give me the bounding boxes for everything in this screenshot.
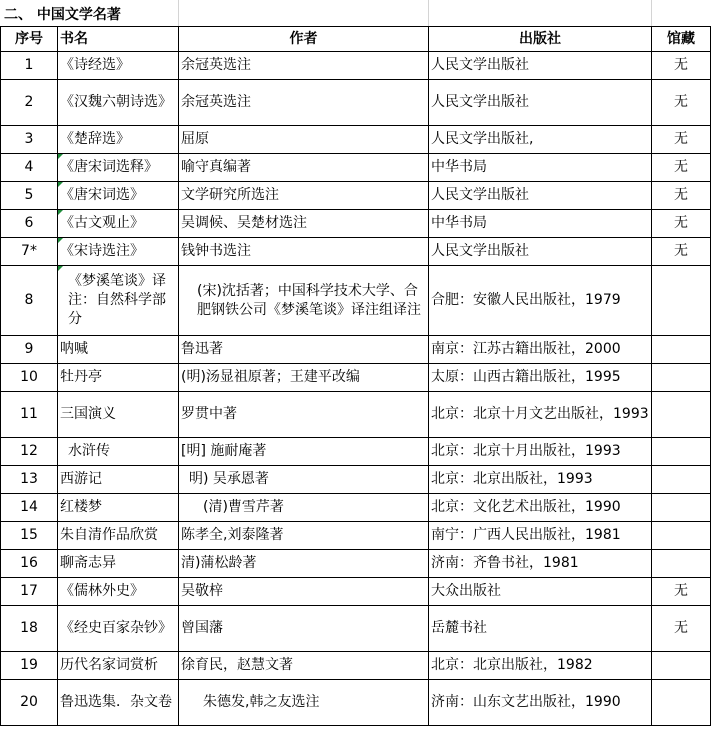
cell-holding[interactable]: 无 (652, 80, 711, 126)
cell-publisher[interactable]: 北京：北京出版社，1993 (429, 466, 652, 494)
table-row (1, 438, 711, 466)
cell-title[interactable]: 《唐宋词选释》 (58, 154, 179, 182)
cell-title[interactable]: 牡丹亭 (58, 364, 179, 392)
cell-author[interactable]: 屈原 (179, 126, 429, 154)
table-row (1, 494, 711, 522)
cell-no[interactable]: 14 (1, 494, 58, 522)
cell-publisher[interactable]: 人民文学出版社 (429, 80, 652, 126)
table-row (1, 364, 711, 392)
cell-title[interactable]: 《诗经选》 (58, 52, 179, 80)
header-row (1, 27, 711, 52)
table-row (1, 652, 711, 680)
cell-no[interactable]: 20 (1, 680, 58, 726)
cell-author[interactable]: (宋)沈括著；中国科学技术大学、合肥钢铁公司《梦溪笔谈》译注组译注 (179, 266, 429, 336)
table-row (1, 466, 711, 494)
cell-holding[interactable] (652, 466, 711, 494)
cell-author[interactable]: 鲁迅著 (179, 336, 429, 364)
cell-title[interactable]: 聊斋志异 (58, 550, 179, 578)
cell-holding[interactable]: 无 (652, 238, 711, 266)
cell-author[interactable]: 朱德发,韩之友选注 (179, 680, 429, 726)
cell-no[interactable]: 13 (1, 466, 58, 494)
cell-no[interactable]: 1 (1, 52, 58, 80)
cell-title[interactable]: 《儒林外史》 (58, 578, 179, 606)
cell-author[interactable]: 明) 吴承恩著 (179, 466, 429, 494)
gridline (651, 0, 652, 26)
cell-title[interactable]: 朱自清作品欣赏 (58, 522, 179, 550)
cell-no[interactable]: 9 (1, 336, 58, 364)
cell-publisher[interactable]: 太原：山西古籍出版社，1995 (429, 364, 652, 392)
cell-no[interactable]: 12 (1, 438, 58, 466)
cell-title[interactable]: 《宋诗选注》 (58, 238, 179, 266)
cell-author[interactable]: 罗贯中著 (179, 392, 429, 438)
cell-holding[interactable] (652, 438, 711, 466)
cell-publisher[interactable]: 人民文学出版社 (429, 182, 652, 210)
table-row (1, 578, 711, 606)
cell-author[interactable]: 钱钟书选注 (179, 238, 429, 266)
header-publisher[interactable]: 出版社 (429, 27, 652, 52)
cell-title[interactable]: 《梦溪笔谈》译注：自然科学部分 (58, 266, 179, 336)
cell-title[interactable]: 《楚辞选》 (58, 126, 179, 154)
cell-publisher[interactable]: 济南：齐鲁书社，1981 (429, 550, 652, 578)
table-row (1, 550, 711, 578)
table-row (1, 126, 711, 154)
cell-title[interactable]: 红楼梦 (58, 494, 179, 522)
table-row (1, 606, 711, 652)
cell-publisher[interactable]: 北京：北京出版社，1982 (429, 652, 652, 680)
cell-no[interactable]: 8 (1, 266, 58, 336)
cell-publisher[interactable]: 中华书局 (429, 210, 652, 238)
cell-publisher[interactable]: 人民文学出版社 (429, 238, 652, 266)
cell-author[interactable]: 喻守真编著 (179, 154, 429, 182)
cell-holding[interactable] (652, 550, 711, 578)
cell-holding[interactable] (652, 652, 711, 680)
cell-author[interactable]: (清)曹雪芹著 (179, 494, 429, 522)
cell-no[interactable]: 18 (1, 606, 58, 652)
cell-publisher[interactable]: 人民文学出版社, (429, 126, 652, 154)
cell-publisher[interactable]: 北京：北京十月出版社，1993 (429, 438, 652, 466)
cell-no[interactable]: 10 (1, 364, 58, 392)
table-row (1, 210, 711, 238)
cell-title[interactable]: 鲁迅选集．杂文卷 (58, 680, 179, 726)
table-row (1, 680, 711, 726)
cell-holding[interactable]: 无 (652, 126, 711, 154)
cell-publisher[interactable]: 北京：北京十月文艺出版社，1993 (429, 392, 652, 438)
cell-holding[interactable]: 无 (652, 578, 711, 606)
cell-author[interactable]: (明)汤显祖原著；王建平改编 (179, 364, 429, 392)
table-row (1, 52, 711, 80)
cell-title[interactable]: 历代名家词赏析 (58, 652, 179, 680)
cell-no[interactable]: 19 (1, 652, 58, 680)
cell-author[interactable]: 陈孝全,刘泰隆著 (179, 522, 429, 550)
cell-holding[interactable] (652, 522, 711, 550)
table-row (1, 80, 711, 126)
table-row (1, 182, 711, 210)
cell-publisher[interactable]: 合肥：安徽人民出版社，1979 (429, 266, 652, 336)
cell-holding[interactable] (652, 266, 711, 336)
cell-publisher[interactable]: 南京：江苏古籍出版社，2000 (429, 336, 652, 364)
cell-no[interactable]: 5 (1, 182, 58, 210)
cell-title[interactable]: 三国演义 (58, 392, 179, 438)
header-no[interactable]: 序号 (1, 27, 58, 52)
table-row (1, 154, 711, 182)
cell-publisher[interactable]: 北京：文化艺术出版社，1990 (429, 494, 652, 522)
cell-author[interactable]: 余冠英选注 (179, 52, 429, 80)
header-author[interactable]: 作者 (179, 27, 429, 52)
cell-no[interactable]: 16 (1, 550, 58, 578)
gridline (428, 0, 429, 26)
cell-holding[interactable] (652, 494, 711, 522)
cell-publisher[interactable]: 济南：山东文艺出版社，1990 (429, 680, 652, 726)
cell-holding[interactable] (652, 336, 711, 364)
cell-publisher[interactable]: 岳麓书社 (429, 606, 652, 652)
cell-no[interactable]: 3 (1, 126, 58, 154)
table-row (1, 336, 711, 364)
cell-title[interactable]: 《古文观止》 (58, 210, 179, 238)
cell-no[interactable]: 15 (1, 522, 58, 550)
table-row (1, 392, 711, 438)
header-title[interactable]: 书名 (58, 27, 179, 52)
cell-publisher[interactable]: 人民文学出版社 (429, 52, 652, 80)
cell-no[interactable]: 17 (1, 578, 58, 606)
cell-author[interactable]: 曾国藩 (179, 606, 429, 652)
cell-publisher[interactable]: 中华书局 (429, 154, 652, 182)
cell-title[interactable]: 《唐宋词选》 (58, 182, 179, 210)
section-title: 二、 中国文学名著 (4, 7, 121, 23)
cell-no[interactable]: 4 (1, 154, 58, 182)
gridline (178, 0, 179, 26)
cell-no[interactable]: 6 (1, 210, 58, 238)
cell-author[interactable]: 吴敬梓 (179, 578, 429, 606)
cell-title[interactable]: 西游记 (58, 466, 179, 494)
header-holding[interactable]: 馆藏 (652, 27, 711, 52)
cell-publisher[interactable]: 南宁：广西人民出版社，1981 (429, 522, 652, 550)
table-row (1, 266, 711, 336)
cell-holding[interactable]: 无 (652, 154, 711, 182)
table-row (1, 238, 711, 266)
cell-holding[interactable]: 无 (652, 210, 711, 238)
cell-title[interactable]: 呐喊 (58, 336, 179, 364)
cell-author[interactable]: 余冠英选注 (179, 80, 429, 126)
cell-holding[interactable]: 无 (652, 182, 711, 210)
cell-no[interactable]: 7* (1, 238, 58, 266)
cell-holding[interactable] (652, 392, 711, 438)
cell-author[interactable]: 清)蒲松龄著 (179, 550, 429, 578)
book-table (0, 26, 711, 726)
cell-author[interactable]: 吴调候、吴楚材选注 (179, 210, 429, 238)
cell-holding[interactable] (652, 680, 711, 726)
section-title-row (0, 0, 717, 26)
cell-title[interactable]: 《汉魏六朝诗选》 (58, 80, 179, 126)
cell-author[interactable]: 徐育民，赵慧文著 (179, 652, 429, 680)
cell-author[interactable]: 文学研究所选注 (179, 182, 429, 210)
cell-holding[interactable] (652, 364, 711, 392)
cell-no[interactable]: 11 (1, 392, 58, 438)
cell-title[interactable]: 《经史百家杂钞》 (58, 606, 179, 652)
cell-publisher[interactable]: 大众出版社 (429, 578, 652, 606)
cell-holding[interactable]: 无 (652, 606, 711, 652)
cell-author[interactable]: [明] 施耐庵著 (179, 438, 429, 466)
table-row (1, 522, 711, 550)
cell-title[interactable]: 水浒传 (58, 438, 179, 466)
cell-no[interactable]: 2 (1, 80, 58, 126)
cell-holding[interactable]: 无 (652, 52, 711, 80)
